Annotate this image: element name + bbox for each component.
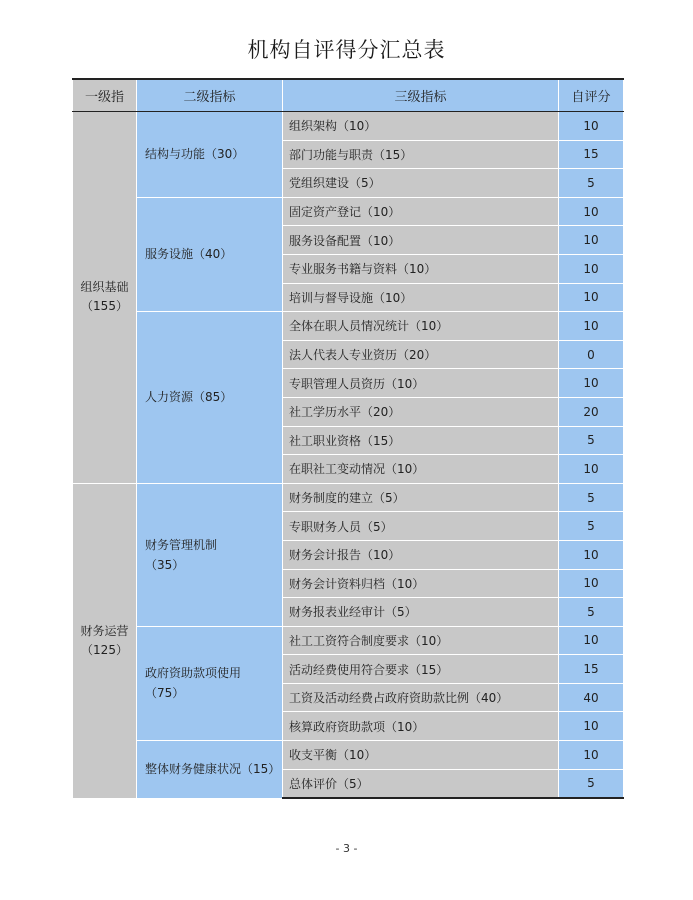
level2-label: 结构与功能（30） xyxy=(145,147,245,162)
level2-label: 政府资助款项使用 xyxy=(145,666,242,681)
level3-item: 财务报表业经审计（5） xyxy=(283,598,559,627)
level2-cell xyxy=(137,626,283,740)
level3-item: 培训与督导设施（10） xyxy=(283,283,559,312)
level2-label: 财务管理机制 xyxy=(145,537,218,552)
table-row xyxy=(73,112,624,141)
level2-cell xyxy=(137,197,283,311)
score-cell: 15 xyxy=(559,140,624,169)
table-row xyxy=(73,741,624,770)
level3-item: 党组织建设（5） xyxy=(283,169,559,198)
score-cell: 10 xyxy=(559,712,624,741)
score-cell: 10 xyxy=(559,254,624,283)
level3-item: 社工职业资格（15） xyxy=(283,426,559,455)
score-summary-table xyxy=(72,78,624,799)
level2-cell xyxy=(137,741,283,799)
level2-cell xyxy=(137,483,283,626)
header-level1: 一级指 xyxy=(73,79,137,112)
level3-item: 工资及活动经费占政府资助款比例（40） xyxy=(283,683,559,712)
level3-item: 服务设备配置（10） xyxy=(283,226,559,255)
level1-name: 财务运营 xyxy=(80,623,129,638)
table-row xyxy=(73,312,624,341)
score-cell: 0 xyxy=(559,340,624,369)
score-cell: 10 xyxy=(559,569,624,598)
level1-score: （125） xyxy=(81,642,128,657)
level3-item: 在职社工变动情况（10） xyxy=(283,455,559,484)
level3-item: 专职财务人员（5） xyxy=(283,512,559,541)
level3-item: 部门功能与职责（15） xyxy=(283,140,559,169)
score-cell: 15 xyxy=(559,655,624,684)
level2-label-score: （75） xyxy=(145,686,185,701)
score-cell: 40 xyxy=(559,683,624,712)
score-cell: 10 xyxy=(559,226,624,255)
level3-item: 核算政府资助款项（10） xyxy=(283,712,559,741)
level2-cell xyxy=(137,312,283,484)
level3-item: 财务会计资料归档（10） xyxy=(283,569,559,598)
level3-item: 全体在职人员情况统计（10） xyxy=(283,312,559,341)
table-row xyxy=(73,483,624,512)
level3-item: 活动经费使用符合要求（15） xyxy=(283,655,559,684)
score-cell: 5 xyxy=(559,512,624,541)
level3-item: 收支平衡（10） xyxy=(283,741,559,770)
score-cell: 10 xyxy=(559,626,624,655)
score-cell: 10 xyxy=(559,741,624,770)
level3-item: 财务制度的建立（5） xyxy=(283,483,559,512)
level3-item: 社工工资符合制度要求（10） xyxy=(283,626,559,655)
header-level3: 三级指标 xyxy=(283,79,559,112)
level3-item: 组织架构（10） xyxy=(283,112,559,141)
level1-score: （155） xyxy=(81,299,128,314)
level1-name: 组织基础 xyxy=(80,280,129,295)
score-cell: 5 xyxy=(559,483,624,512)
page-title: 机构自评得分汇总表 xyxy=(247,38,446,62)
level1-cell xyxy=(73,483,137,798)
level1-cell xyxy=(73,112,137,484)
score-cell: 5 xyxy=(559,598,624,627)
score-cell: 5 xyxy=(559,426,624,455)
score-cell: 10 xyxy=(559,312,624,341)
level3-item: 法人代表人专业资历（20） xyxy=(283,340,559,369)
level2-label: 整体财务健康状况（15） xyxy=(145,762,281,777)
level3-item: 社工学历水平（20） xyxy=(283,397,559,426)
score-cell: 10 xyxy=(559,369,624,398)
level3-item: 专职管理人员资历（10） xyxy=(283,369,559,398)
score-cell: 10 xyxy=(559,455,624,484)
level2-label: 服务设施（40） xyxy=(145,247,233,262)
level2-label: 人力资源（85） xyxy=(145,390,233,405)
level2-label-score: （35） xyxy=(145,557,185,572)
level3-item: 财务会计报告（10） xyxy=(283,540,559,569)
level3-item: 固定资产登记（10） xyxy=(283,197,559,226)
score-cell: 20 xyxy=(559,397,624,426)
level3-item: 总体评价（5） xyxy=(283,769,559,798)
score-cell: 10 xyxy=(559,112,624,141)
table-row xyxy=(73,197,624,226)
table-header-row xyxy=(73,79,624,112)
score-cell: 10 xyxy=(559,283,624,312)
score-cell: 10 xyxy=(559,540,624,569)
score-cell: 5 xyxy=(559,769,624,798)
level2-cell xyxy=(137,112,283,198)
score-cell: 10 xyxy=(559,197,624,226)
header-score: 自评分 xyxy=(559,79,624,112)
page-number: - 3 - xyxy=(335,842,358,855)
level3-item: 专业服务书籍与资料（10） xyxy=(283,254,559,283)
score-cell: 5 xyxy=(559,169,624,198)
table-row xyxy=(73,626,624,655)
header-level2: 二级指标 xyxy=(137,79,283,112)
